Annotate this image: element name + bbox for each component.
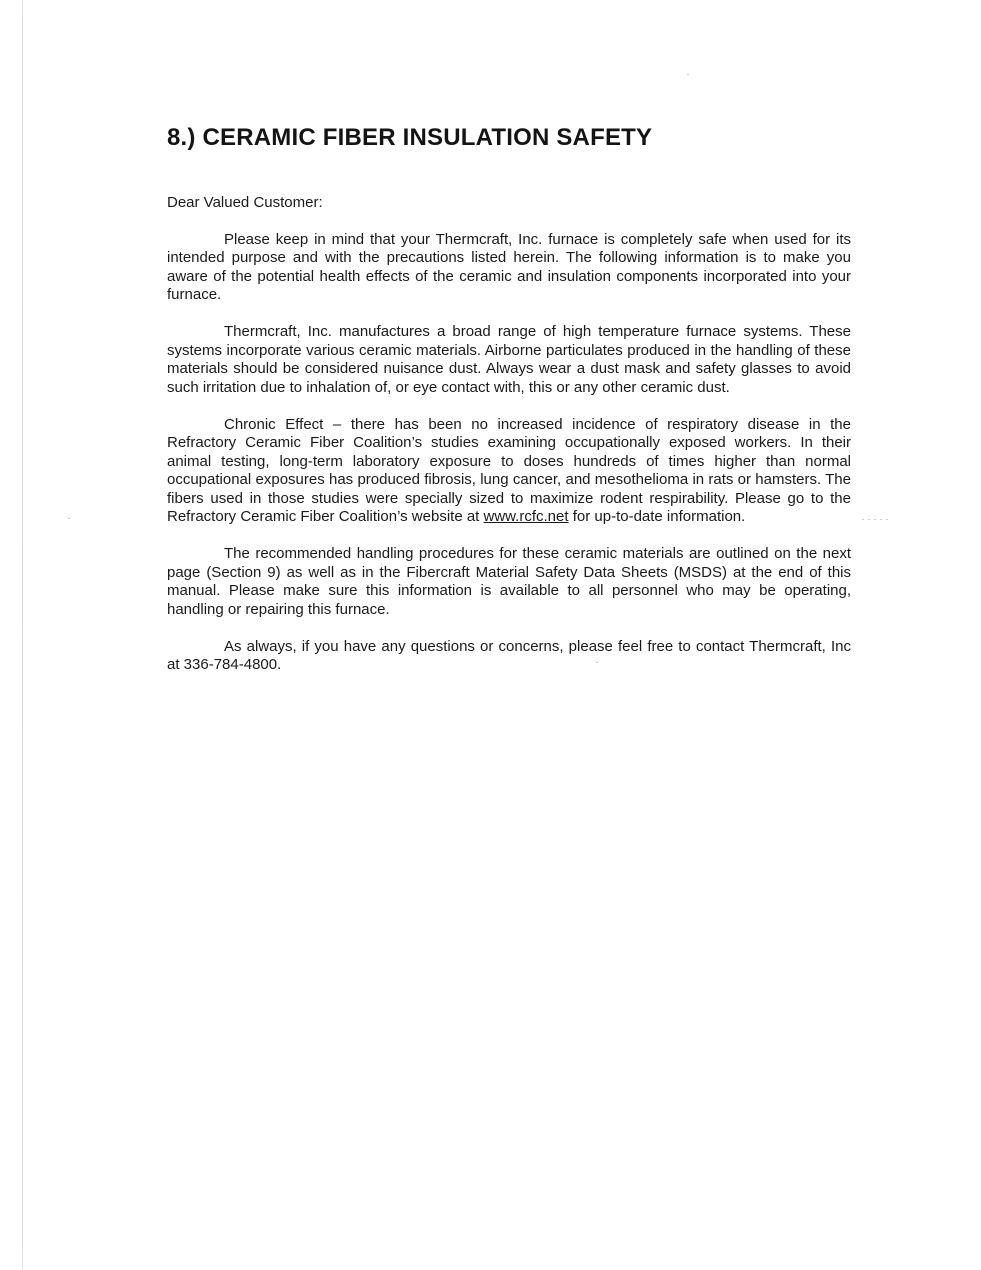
paragraph-handling-procedures: The recommended handling procedures for these ceramic materials are outlined on the next page (Section 9) as well as in the Fibercraft Material Safety Data Sheets (MSDS) at the end of this manual. Please make sure this information is available to all personnel who may be operating, handling or repairing this furnace. xyxy=(167,545,851,618)
paragraph-materials: Thermcraft, Inc. manufactures a broad range of high temperature furnace systems. These systems incorporate various ceramic materials. Airborne particulates produced in the handling of these materials should be considered nuisance dust. Always wear a dust mask and safety glasses to avoid such irritation due to inhalation of, or eye contact with, this or any other ceramic dust. xyxy=(167,323,851,396)
scan-speck xyxy=(687,74,689,75)
document-content xyxy=(167,120,851,693)
paragraph-contact: As always, if you have any questions or concerns, please feel free to contact Thermcraft, Inc at 336-784-4800. xyxy=(167,637,851,673)
paragraph-chronic-effect xyxy=(167,416,851,527)
scan-speck xyxy=(68,518,70,519)
section-title: 8.) CERAMIC FIBER INSULATION SAFETY xyxy=(167,124,653,151)
chronic-effect-text: Chronic Effect – there has been no increased incidence of respiratory disease in the Refractory Ceramic Fiber Coalition’s studies examining occupationally exposed workers. In their animal testing, long-term laboratory exposure to doses hundreds of times higher than normal occupational exposures has produced fibrosis, lung cancer, and mesothelioma in rats or hamsters. The fibers used in those studies were specially sized to maximize rodent respirability. Please go to the Refractory Ceramic Fiber Coalition’s website at xyxy=(167,415,851,525)
scan-speck xyxy=(862,519,892,520)
salutation: Dear Valued Customer: xyxy=(167,194,323,211)
paragraph-intro: Please keep in mind that your Thermcraft, Inc. furnace is completely safe when used for its intended purpose and with the precautions listed herein. The following information is to make you aware of the potential health effects of the ceramic and insulation components incorporated into your furnace. xyxy=(167,230,851,303)
scan-edge-line xyxy=(22,0,23,1270)
rcfc-website-link[interactable]: www.rcfc.net xyxy=(483,508,569,525)
chronic-effect-text-end: for up-to-date information. xyxy=(568,508,746,525)
